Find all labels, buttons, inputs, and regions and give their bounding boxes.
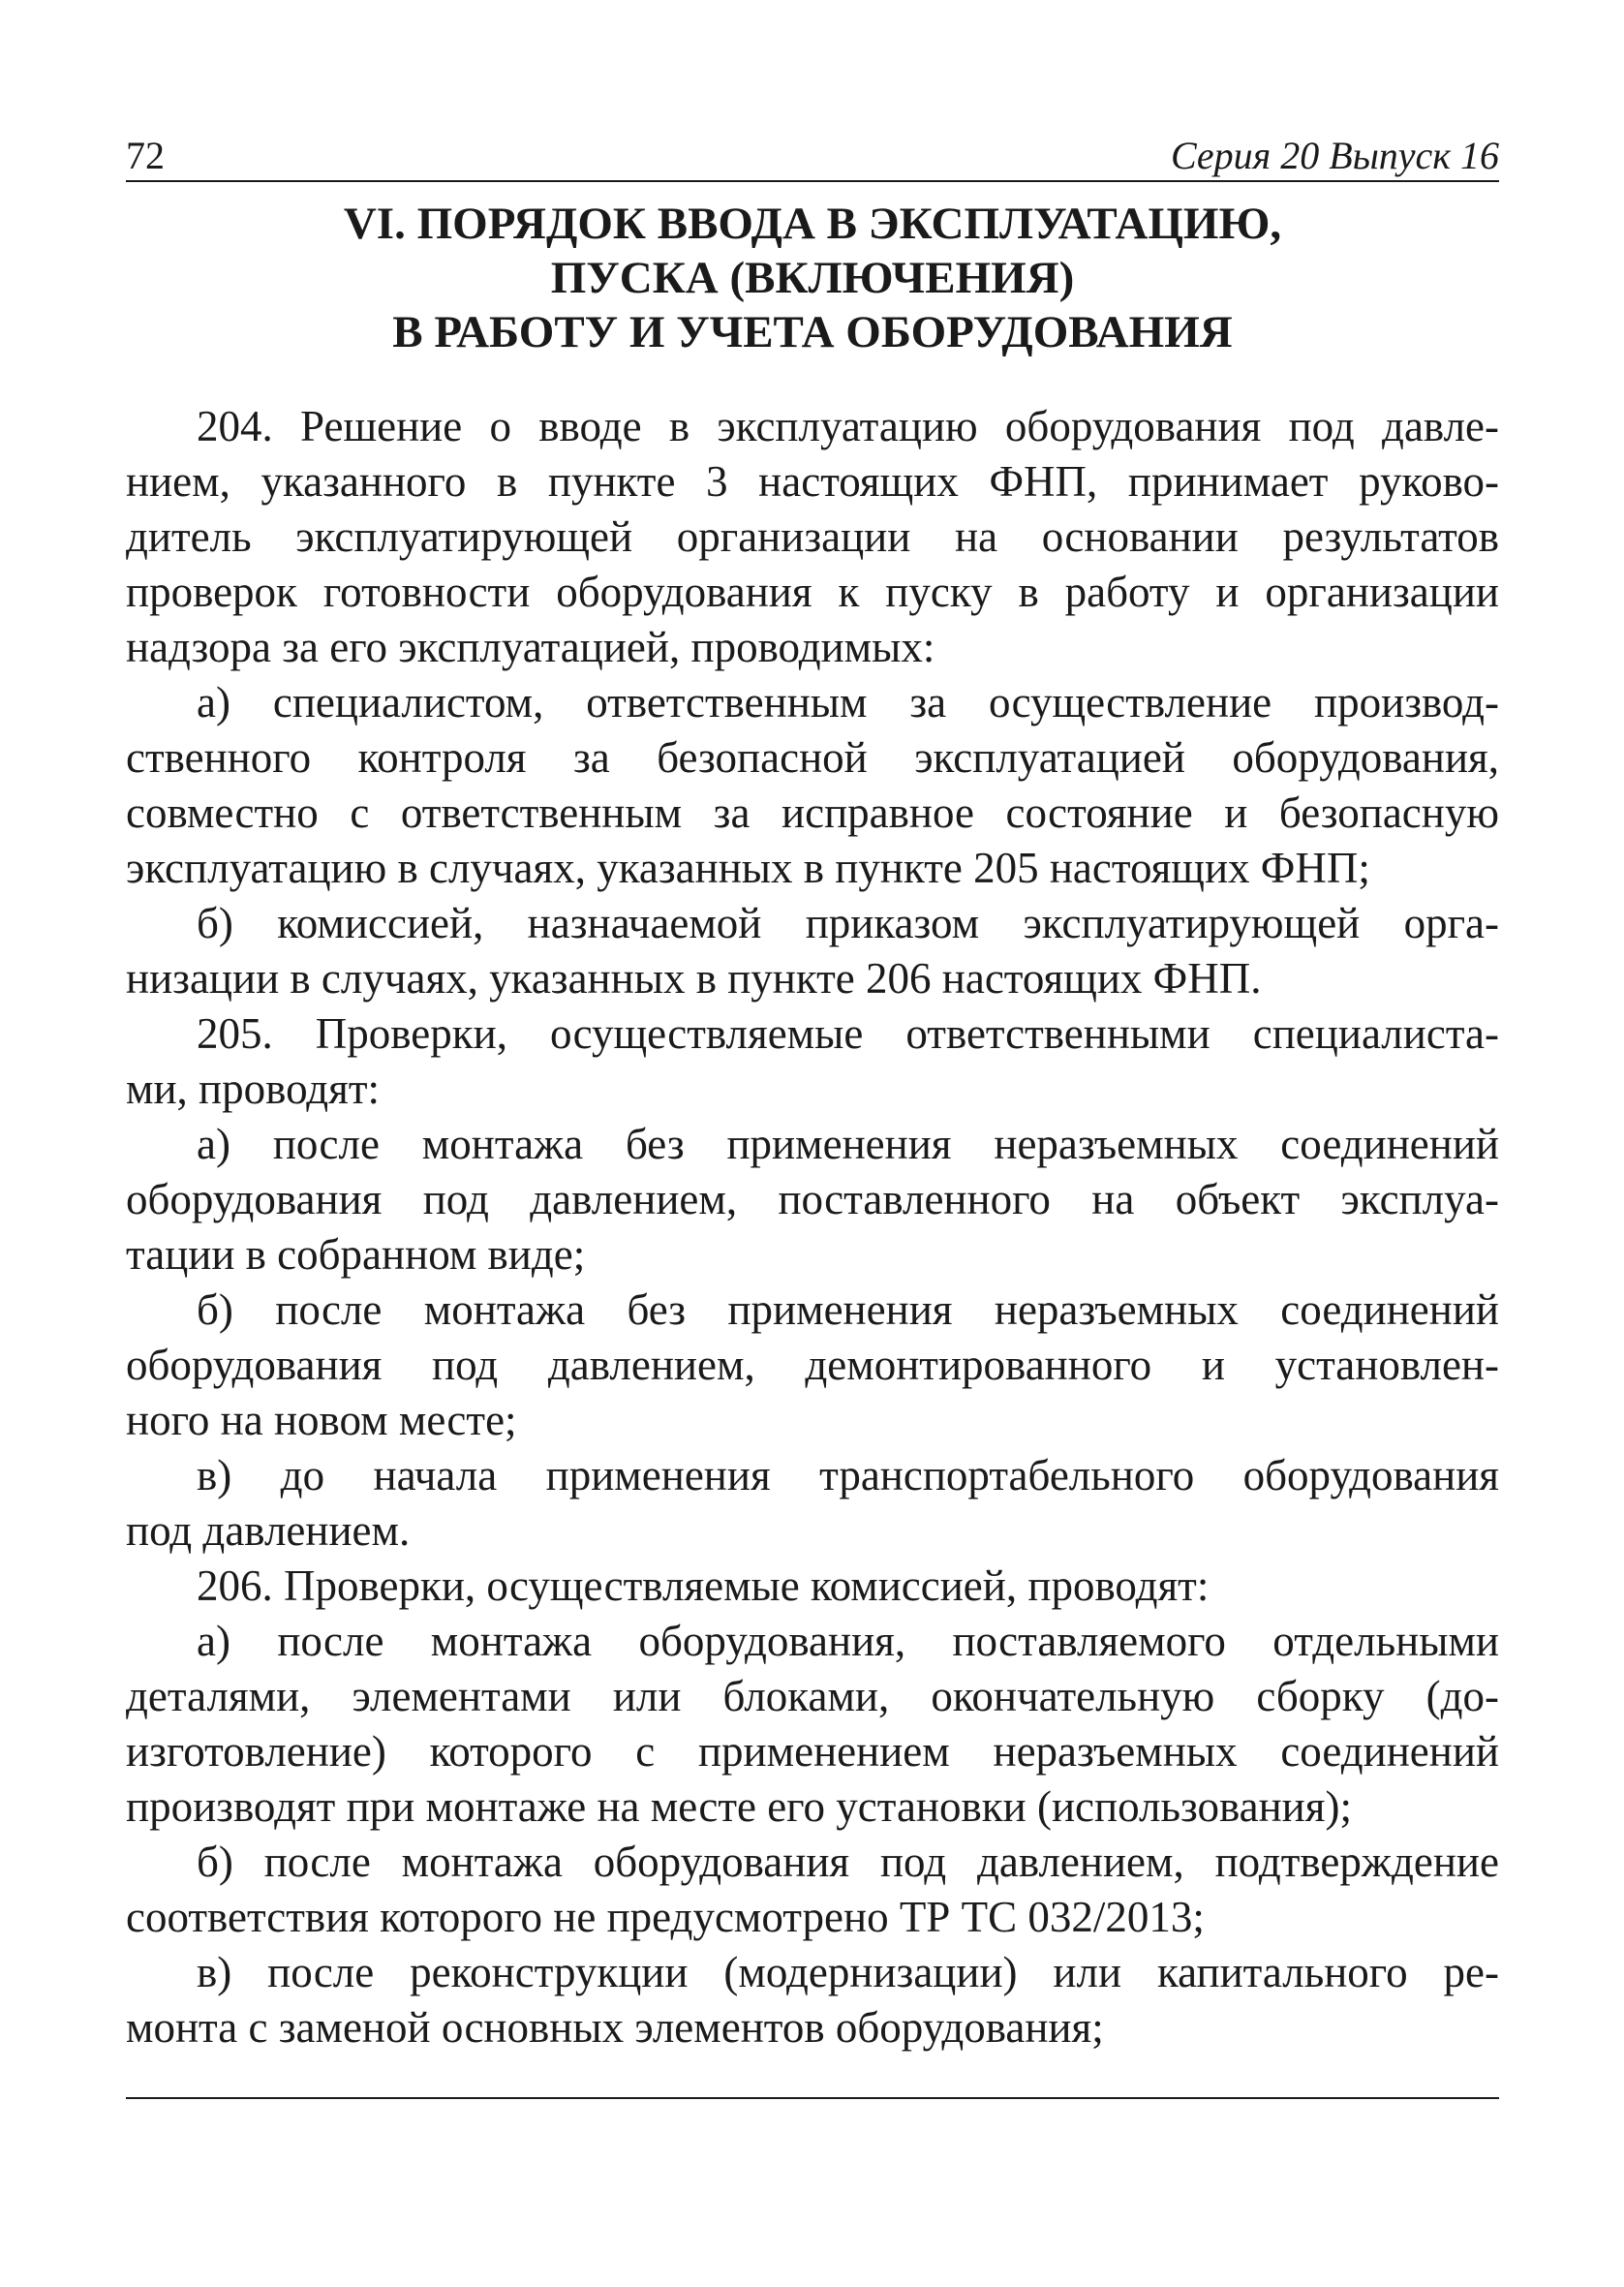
- paragraph-204a: [126, 675, 1499, 896]
- text-line: ми, проводят:: [126, 1065, 381, 1113]
- text-line: 205. Проверки, осуществляемые ответственными специалиста-: [197, 1009, 1499, 1058]
- section-title: [126, 197, 1499, 359]
- paragraph-204b: [126, 896, 1499, 1006]
- paragraph-206b: [126, 1835, 1499, 1945]
- paragraph-206a: [126, 1614, 1499, 1835]
- text-line: нием, указанного в пункте 3 настоящих ФНП, принимает руково-: [126, 457, 1499, 506]
- text-line: под давлением.: [126, 1506, 411, 1555]
- text-line: а) после монтажа оборудования, поставляемого отдельными: [197, 1617, 1499, 1665]
- paragraph-205a: [126, 1117, 1499, 1283]
- text-line: монта с заменой основных элементов оборудования;: [126, 2003, 1104, 2052]
- text-line: а) после монтажа без применения неразъемных соединений: [197, 1120, 1499, 1168]
- text-line: дитель эксплуатирующей организации на основании результатов: [126, 512, 1499, 561]
- paragraph-206v: [126, 1945, 1499, 2055]
- text-line: производят при монтаже на месте его установки (использования);: [126, 1782, 1352, 1831]
- paragraph-205v: [126, 1448, 1499, 1559]
- text-line: соответствия которого не предусмотрено ТР ТС 032/2013;: [126, 1893, 1205, 1941]
- text-line: б) комиссией, назначаемой приказом эксплуатирующей орга-: [197, 899, 1499, 947]
- paragraph-204: [126, 399, 1499, 675]
- series-label: Серия 20 Выпуск 16: [1170, 134, 1499, 177]
- text-line: эксплуатацию в случаях, указанных в пункте 205 настоящих ФНП;: [126, 844, 1370, 892]
- text-line: 206. Проверки, осуществляемые комиссией, проводят:: [197, 1561, 1210, 1610]
- text-line: б) после монтажа оборудования под давлением, подтверждение: [197, 1838, 1499, 1886]
- body-text: [126, 399, 1499, 2055]
- section-title-line: ПУСКА (ВКЛЮЧЕНИЯ): [550, 253, 1075, 303]
- text-line: надзора за его эксплуатацией, проводимых:: [126, 623, 935, 671]
- text-line: б) после монтажа без применения неразъемных соединений: [197, 1285, 1499, 1334]
- paragraph-206: [126, 1559, 1499, 1614]
- text-line: а) специалистом, ответственным за осуществление производ-: [197, 678, 1499, 726]
- paragraph-205: [126, 1006, 1499, 1117]
- text-line: совместно с ответственным за исправное состояние и безопасную: [126, 788, 1499, 837]
- text-line: в) до начала применения транспортабельного оборудования: [197, 1451, 1499, 1499]
- text-line: ного на новом месте;: [126, 1396, 517, 1444]
- footer-rule: [126, 2097, 1499, 2099]
- text-line: ственного контроля за безопасной эксплуатацией оборудования,: [126, 733, 1499, 782]
- text-line: оборудования под давлением, демонтированного и установлен-: [126, 1341, 1499, 1389]
- paragraph-205b: [126, 1283, 1499, 1448]
- text-line: 204. Решение о вводе в эксплуатацию оборудования под давле-: [197, 402, 1499, 450]
- section-title-line: VI. ПОРЯДОК ВВОДА В ЭКСПЛУАТАЦИЮ,: [343, 199, 1282, 249]
- text-line: деталями, элементами или блоками, окончательную сборку (до-: [126, 1672, 1499, 1720]
- section-title-line: В РАБОТУ И УЧЕТА ОБОРУДОВАНИЯ: [392, 307, 1233, 357]
- text-line: проверок готовности оборудования к пуску в работу и организации: [126, 568, 1499, 616]
- text-line: низации в случаях, указанных в пункте 206 настоящих ФНП.: [126, 954, 1262, 1003]
- text-line: в) после реконструкции (модернизации) или капитального ре-: [197, 1948, 1499, 1996]
- text-line: изготовление) которого с применением неразъемных соединений: [126, 1727, 1499, 1776]
- page-number: 72: [126, 134, 165, 177]
- text-line: тации в собранном виде;: [126, 1230, 586, 1279]
- text-line: оборудования под давлением, поставленного на объект эксплуа-: [126, 1175, 1499, 1223]
- running-header: [126, 134, 1499, 182]
